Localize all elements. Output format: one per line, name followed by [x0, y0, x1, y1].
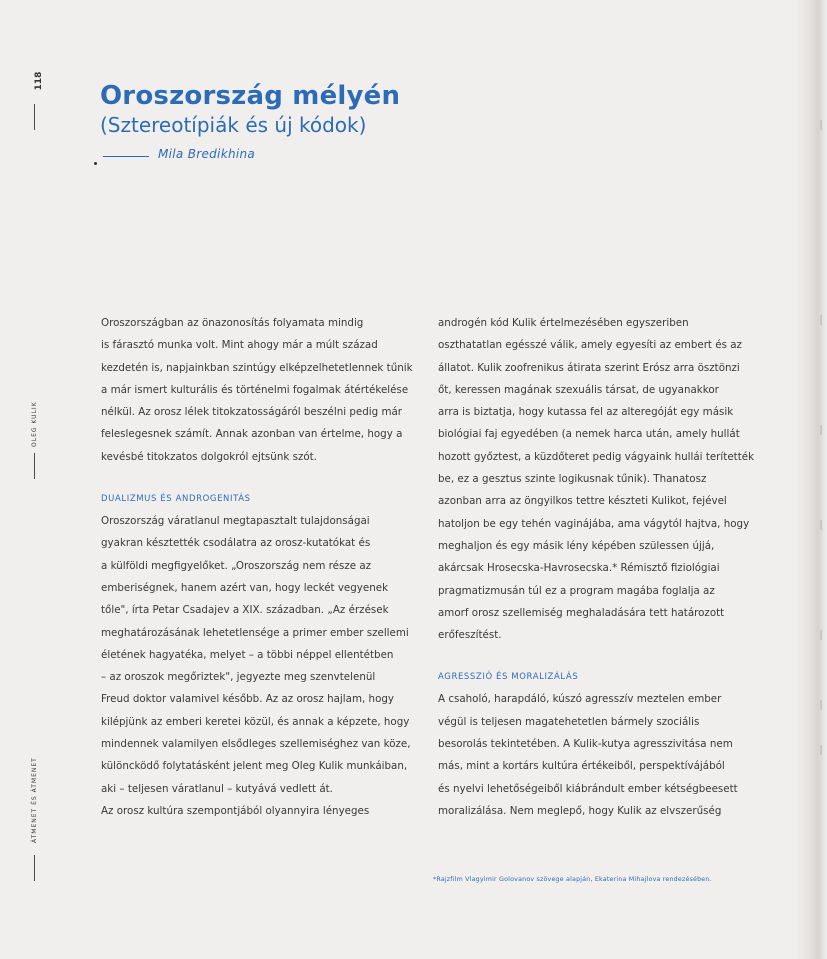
text-line: mindennek valamilyen elsődleges szellemiséghez van köze, [101, 738, 411, 751]
text-line: azonban arra az öngyilkos tettre készteti Kulikot, fejével [438, 495, 727, 508]
text-line: aki – teljesen váratlanul – kutyává vedlett át. [101, 782, 333, 795]
text-line: Oroszországban az önazonosítás folyamata mindig [101, 317, 364, 329]
text-line: más, mint a kortárs kultúra értékeiből, perspektívájából [438, 760, 725, 773]
margin-dot [94, 162, 97, 165]
text-line: őt, keressen magának szexuális társat, de ugyanakkor [438, 383, 719, 396]
text-line: meghatározásának lehetetlensége a primer ember szellemi [101, 626, 409, 639]
divider-line-bottom [34, 855, 35, 881]
text-line: meghaljon és egy másik lény képében szülessen újjá, [438, 539, 715, 552]
divider-line-top [34, 104, 35, 130]
section-heading-aggression: AGRESSZIÓ ÉS MORALIZÁLÁS [438, 672, 579, 683]
article-title: Oroszország mélyén [100, 81, 401, 111]
text-line: nélkül. Az orosz lélek titokzatosságáról beszélni pedig már [101, 406, 403, 419]
text-line: kezdetén is, napjainkban szintúgy elképzelhetetlennek tűnik [101, 361, 413, 374]
text-line: végül is teljesen magatehetetlen bármely szociális [438, 715, 700, 728]
text-line: biológiai faj egyedében (a nemek harca után, amely hullát [438, 428, 740, 441]
text-line: oszthatatlan egésszé válik, amely egyesíti az embert és az [438, 339, 742, 352]
text-line: – az oroszok megőriztek", jegyezte meg szenvtelenül [101, 671, 376, 684]
section-heading-dualism: DUALIZMUS ÉS ANDROGENITÁS [101, 494, 251, 505]
text-line: amorf orosz szellemiség meghaladására tett határozott [438, 606, 725, 619]
text-line: tőle", írta Petar Csadajev a XIX. században. „Az érzések [101, 604, 389, 617]
divider-line-middle [34, 453, 35, 479]
text-line: be, ez a gesztus szinte logikusnak tűnik). Thanatosz [438, 473, 707, 486]
page-number: 118 [34, 71, 44, 91]
text-line: és nyelvi lehetőségeiből kiábrándult ember kétségbeesett [438, 782, 738, 795]
text-line: a külföldi megfigyelőket. „Oroszország nem része az [101, 559, 372, 572]
text-line: Oroszország váratlanul megtapasztalt tulajdonságai [101, 515, 370, 528]
text-line: életének hagyatéka, melyet – a többi néppel ellentétben [101, 648, 394, 661]
side-label-top: OLEG KULIK [31, 401, 38, 447]
text-line: Freud doktor valamivel később. Az az orosz hajlam, hogy [101, 693, 394, 706]
side-label-bottom: ÁTMENET ÉS ÁTMENET [31, 757, 38, 843]
text-line: emberiségnek, hanem azért van, hogy leckét vegyenek [101, 581, 389, 594]
text-line: kevésbé titokzatos dolgokról ejtsünk szót. [101, 450, 317, 463]
text-line: gyakran késztették csodálatra az orosz-kutatókat és [101, 537, 371, 550]
text-line: arra is biztatja, hogy kutassa fel az alteregóját egy másik [438, 406, 734, 419]
text-line: besorolás tekintetében. A Kulik-kutya agresszivitása nem [438, 738, 733, 751]
text-line: akárcsak Hrosecska-Havrosecska.* Rémisztő fiziológiai [438, 562, 720, 575]
text-line: moralizálása. Nem meglepő, hogy Kulik az elvszerűség [438, 804, 722, 817]
text-line: kilépjünk az emberi keretei közül, és annak a képzete, hogy [101, 715, 410, 728]
right-column [438, 312, 758, 822]
text-line: pragmatizmusán túl ez a program magába foglalja az [438, 584, 715, 597]
text-line: Az orosz kultúra szempontjából olyannyira lényeges [101, 804, 370, 817]
text-line: különcködő folytatásként jelent meg Oleg Kulik munkáiban, [101, 760, 408, 773]
article-subtitle: (Sztereotípiák és új kódok) [100, 113, 367, 137]
left-column [101, 312, 411, 822]
dualism-paragraph [101, 510, 411, 822]
androgen-paragraph [438, 312, 758, 646]
text-line: A csaholó, harapdáló, kúszó agresszív meztelen ember [438, 693, 722, 706]
author-rule [103, 156, 149, 157]
text-line: a már ismert kulturális és történelmi fogalmak átértékelése [101, 383, 409, 396]
text-line: hatoljon be egy tehén vaginájába, ama vágytól hajtva, hogy [438, 517, 750, 530]
text-line: is fárasztó munka volt. Mint ahogy már a múlt század [101, 339, 378, 352]
footnote: *Rajzfilm Vlagyimir Golovanov szövege alapján, Ekaterina Mihajlova rendezésében. [433, 876, 712, 883]
author-name: Mila Bredikhina [158, 147, 256, 161]
text-line: androgén kód Kulik értelmezésében egyszeriben [438, 317, 689, 329]
text-line: hozott győztest, a küzdőteret pedig vágyaink hullái terítették [438, 450, 755, 463]
text-line: feleslegesnek számít. Annak azonban van értelme, hogy a [101, 428, 403, 441]
intro-paragraph [101, 312, 411, 468]
page-edge-marks [820, 0, 823, 959]
text-line: erőfeszítést. [438, 629, 502, 642]
aggression-paragraph [438, 688, 758, 822]
text-line: állatot. Kulik zoofrenikus átirata szerint Erósz arra ösztönzi [438, 361, 740, 374]
